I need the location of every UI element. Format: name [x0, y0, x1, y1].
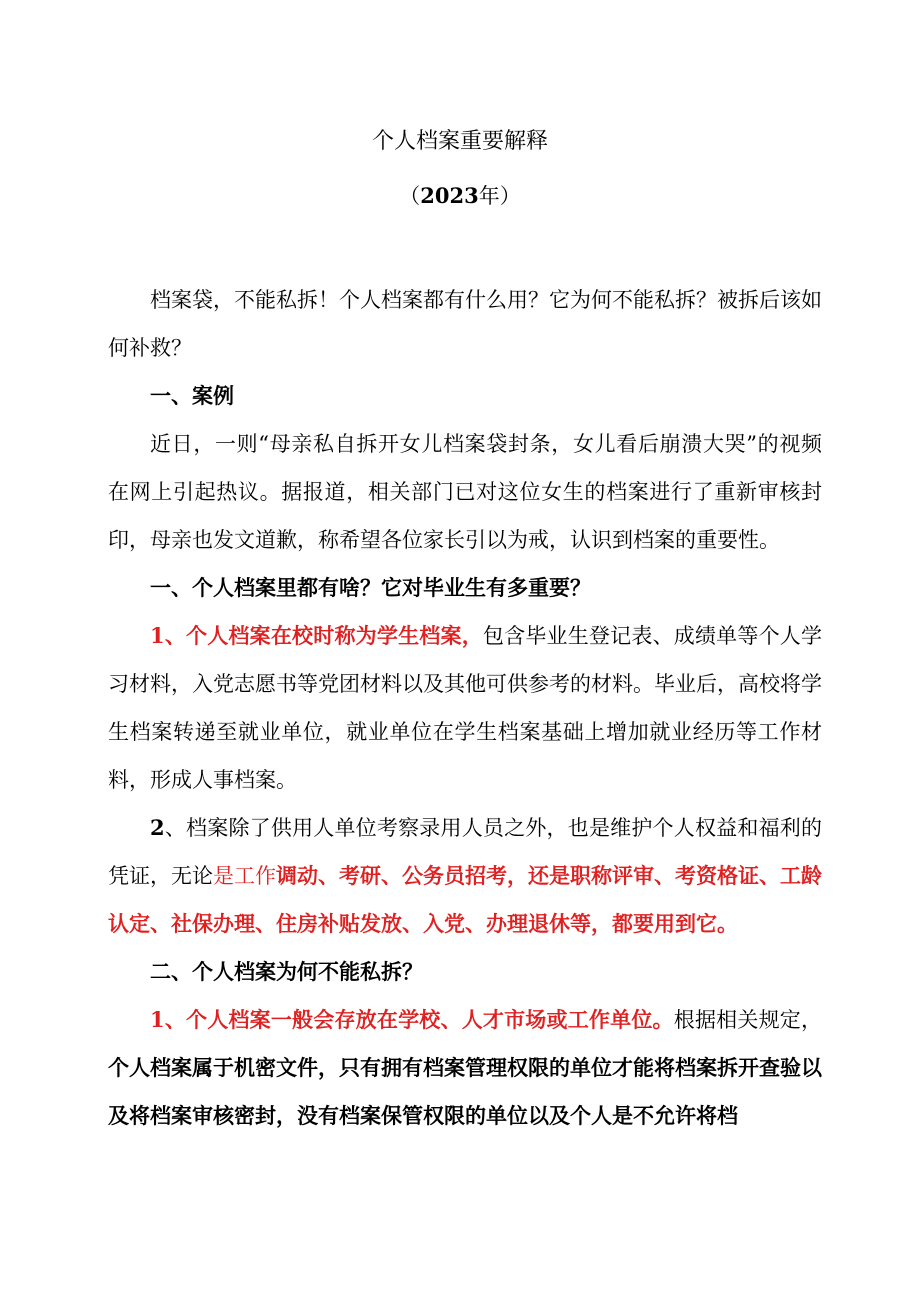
heading-case: 一、案例	[150, 383, 234, 408]
point-2-number: 2	[150, 815, 165, 840]
point-2-paragraph	[108, 804, 822, 948]
document-body	[108, 276, 822, 1140]
point-3-bold-text: 个人档案属于机密文件，只有拥有档案管理权限的单位才能将档案拆开查验以及将档案审核密封，没有档案保管权限的单位以及个人是不允许将档	[108, 1055, 822, 1128]
case-paragraph: 近日，一则“母亲私自拆开女儿档案袋封条，女儿看后崩溃大哭”的视频在网上引起热议。据报道，相关部门已对这位女生的档案进行了重新审核封印，母亲也发文道歉，称希望各位家长引以为戒，认识到档案的重要性。	[108, 432, 822, 552]
point-2-highlight-plain: 是工作	[213, 864, 276, 888]
point-1-paragraph	[108, 612, 822, 804]
heading-why: 二、个人档案为何不能私拆？	[150, 959, 423, 984]
document-title: 个人档案重要解释	[371, 129, 548, 154]
point-3-paragraph	[108, 996, 822, 1140]
point-3-text: 根据相关规定，	[673, 1008, 822, 1032]
document-year	[0, 180, 920, 212]
point-3-highlight: 1、个人档案一般会存放在学校、人才市场或工作单位。	[150, 1007, 674, 1032]
heading-contents: 一、个人档案里都有啥？它对毕业生有多重要？	[150, 575, 591, 600]
year-number: 2023	[420, 183, 479, 208]
point-1-text: 包含毕业生登记表、成绩单等个人学习材料，入党志愿书等党团材料以及其他可供参考的材料。毕业后，高校将学生档案转递至就业单位，就业单位在学生档案基础上增加就业经历等工作材料，形成人事档案。	[108, 624, 822, 792]
intro-paragraph: 档案袋，不能私拆！个人档案都有什么用？它为何不能私拆？被拆后该如何补救？	[108, 288, 822, 360]
year-suffix: 年）	[478, 184, 521, 208]
point-2-highlight-bold: 调动、考研、公务员招考，还是职称评审、考资格证、工龄认定、社保办理、住房补贴发放、入党、办理退休等，都要用到它。	[108, 863, 822, 936]
point-2-text: 、档案除了供用人单位考察录用人员之外，也是维护个人权益和福利的凭证，无论	[108, 816, 822, 888]
year-open-paren: （	[399, 184, 421, 208]
point-1-highlight: 1、个人档案在校时称为学生档案，	[150, 623, 483, 648]
